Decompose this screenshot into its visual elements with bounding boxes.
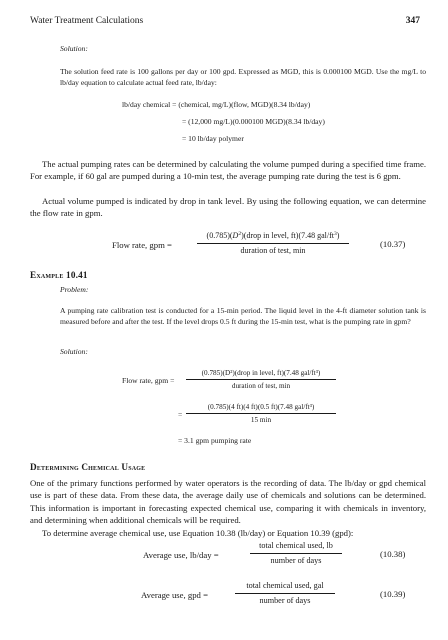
eq-10-38-fraction-bar xyxy=(250,553,342,554)
eq-10-37-number: (10.37) xyxy=(380,239,406,249)
example-eq-denominator-2: 15 min xyxy=(250,416,272,424)
page-number: 347 xyxy=(405,16,420,26)
example-eq-equals: = xyxy=(178,410,183,419)
example-eq-fraction-bar-1 xyxy=(186,379,336,380)
section-heading: Determining Chemical Usage xyxy=(30,462,146,472)
eq-10-37-fraction-bar xyxy=(197,243,349,244)
eq-10-37-lhs: Flow rate, gpm = xyxy=(112,240,172,250)
section-paragraph-2: To determine average chemical use, use Equation 10.38 (lb/day) or Equation 10.39 (gpd): xyxy=(42,528,354,538)
eq-10-39-lhs: Average use, gpd = xyxy=(141,590,208,600)
section-paragraph-1: One of the primary functions performed by water operators is the recording of data. The lb/day or gpd chemical use is part of these data. From these data, the average daily use of chemicals and solutions can be determined. This information is important in forecasting expected chemical use, comparing it with chemicals in inventory, and determining when additional chemicals will be required. xyxy=(30,478,426,526)
eq-10-38-denominator: number of days xyxy=(270,556,322,565)
eq-10-39-numerator: total chemical used, gal xyxy=(246,581,324,590)
eq-10-38-number: (10.38) xyxy=(380,549,406,559)
solution-equation-line-3: = 10 lb/day polymer xyxy=(182,134,244,143)
example-eq-numerator-2: (0.785)(4 ft)(4 ft)(0.5 ft)(7.48 gal/ft³) xyxy=(207,403,315,411)
problem-label: Problem: xyxy=(60,285,89,294)
body-paragraph-pumping-rates: The actual pumping rates can be determined by calculating the volume pumped during a specified time frame. For example, if 60 gal are pumped during a 10-min test, the average pumping rate during the test is 6 gpm. xyxy=(30,159,426,182)
eq-10-39-number: (10.39) xyxy=(380,589,406,599)
eq-10-37-denominator: duration of test, min xyxy=(240,246,306,255)
solution-label: Solution: xyxy=(60,44,88,53)
example-solution-label: Solution: xyxy=(60,347,88,356)
example-eq-fraction-bar-2 xyxy=(186,413,336,414)
eq-10-39-denominator: number of days xyxy=(259,596,311,605)
running-head-title: Water Treatment Calculations xyxy=(30,16,144,26)
problem-text: A pumping rate calibration test is conducted for a 15-min period. The liquid level in the 4-ft diameter solution tank is measured before and after the test. If the level drops 0.5 ft during the 15-min test, what is the pumping rate in gpm? xyxy=(60,306,426,326)
example-eq-result: = 3.1 gpm pumping rate xyxy=(178,436,252,445)
example-eq-numerator-1: (0.785)(D²)(drop in level, ft)(7.48 gal/ft³) xyxy=(201,369,321,377)
solution-text: The solution feed rate is 100 gallons per day or 100 gpd. Expressed as MGD, this is 0.000100 MGD. Use the mg/L to lb/day equation to calculate actual feed rate, lb/day: xyxy=(60,67,426,87)
body-paragraph-volume-pumped: Actual volume pumped is indicated by drop in tank level. By using the following equation, we can determine the flow rate in gpm. xyxy=(30,196,426,219)
eq-10-38-numerator: total chemical used, lb xyxy=(259,541,333,550)
example-eq-lhs: Flow rate, gpm = xyxy=(122,376,175,385)
eq-10-37-numerator: $(0.785)(D^2)(drop$ in level, ft)(7.48 gal/$ft^3$) xyxy=(206,231,340,240)
example-eq-denominator-1: duration of test, min xyxy=(231,382,291,390)
solution-equation-line-1: lb/day chemical = (chemical, mg/L)(flow, MGD)(8.34 lb/day) xyxy=(122,100,311,109)
solution-equation-line-2: = (12,000 mg/L)(0.000100 MGD)(8.34 lb/day) xyxy=(182,117,325,126)
eq-10-38-lhs: Average use, lb/day = xyxy=(143,550,219,560)
eq-10-39-fraction-bar xyxy=(235,593,335,594)
example-heading: Example 10.41 xyxy=(30,270,88,280)
